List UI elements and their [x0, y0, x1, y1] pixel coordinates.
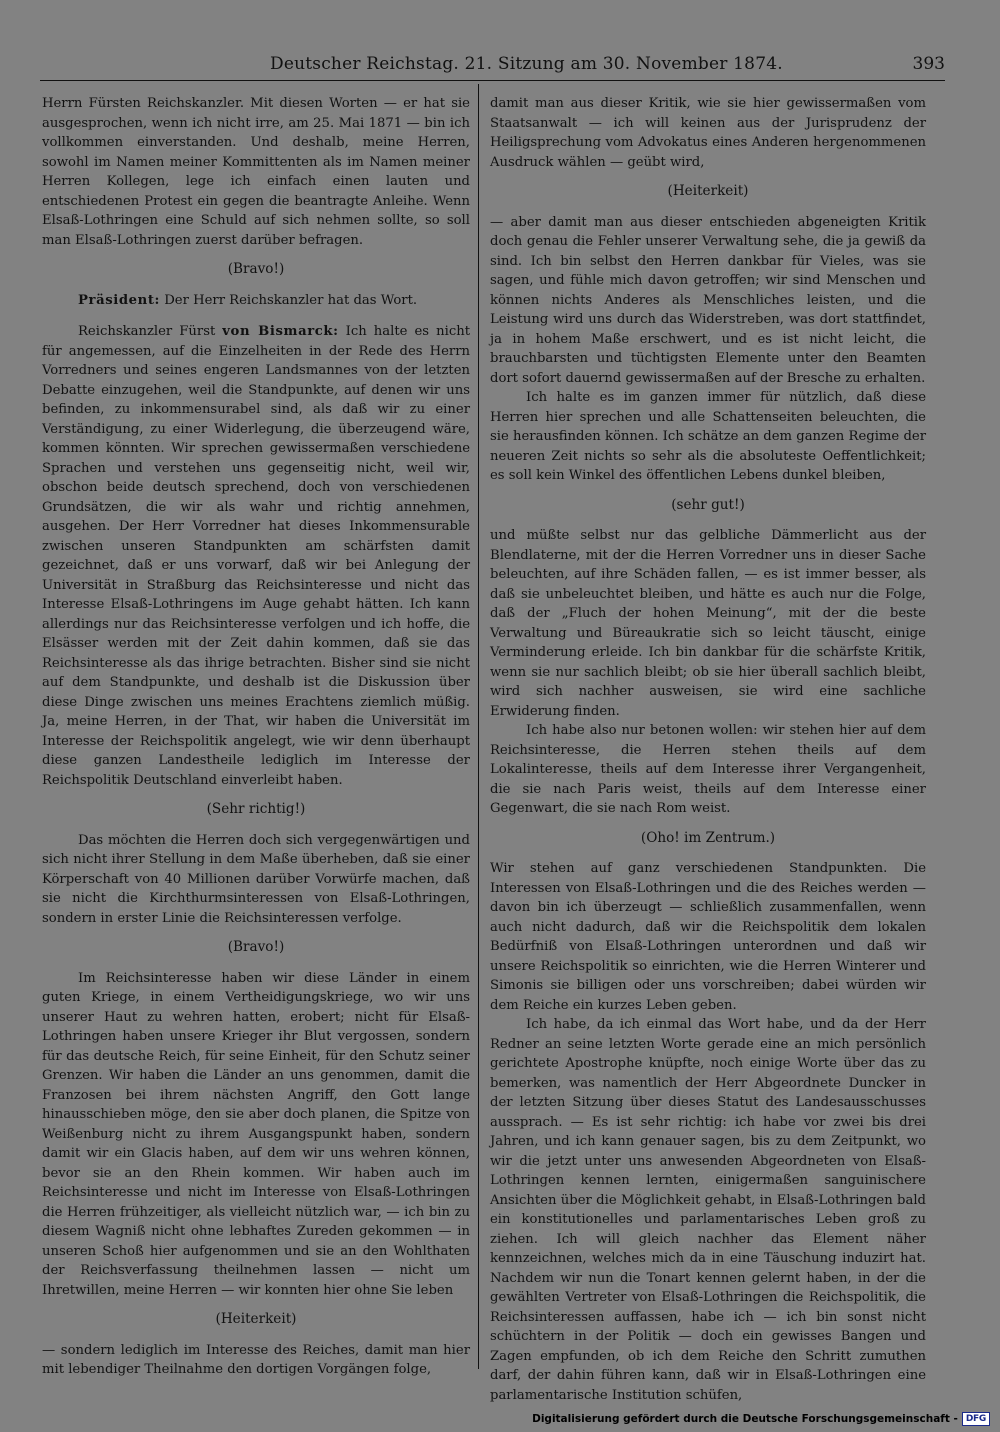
interjection: (Sehr richtig!) — [206, 801, 306, 817]
page-header — [40, 52, 945, 81]
interjection: (Heiterkeit) — [667, 183, 749, 199]
speaker-paragraph — [42, 322, 470, 790]
column-divider — [478, 84, 479, 1369]
digitization-credit — [532, 1410, 990, 1428]
speaker-paragraph — [42, 291, 470, 311]
interjection: (Bravo!) — [227, 261, 285, 277]
speaker-name: Präsident: — [78, 292, 161, 308]
right-column — [490, 94, 926, 1403]
interjection: (sehr gut!) — [671, 496, 745, 513]
paragraph: — aber damit man aus dieser entschieden abgeneigten Kritik doch genau die Fehler unserer Verwaltung sehe, die ja gewiß da sind. Ich bin selbst den Herren dankbar für Vieles, was sie sagen, und fühle mich davon getroffen; wir sind Menschen und können nichts Anderes als Menschliches leisten, und die Leistung wird uns durch das Widerstreben, was dort stattfindet, ja in hohem Maße erschwert, und es ist nicht leicht, die brauchbarsten und tüchtigsten Elemente unter den Beamten dort sofort dauernd gewissermaßen auf der Bresche zu erhalten. — [490, 214, 926, 386]
dfg-logo-icon: DFG — [962, 1412, 990, 1426]
paragraph: Das möchten die Herren doch sich vergegenwärtigen und sich nicht ihrer Stellung in dem Maße überheben, daß sie einer Körperschaft von 40 Millionen darüber Vorwürfe machen, daß sie nicht die Kirchthurmsinteressen von Elsaß-Lothringen, sondern in erster Linie die Reichsinteressen verfolge. — [42, 832, 470, 926]
interjection: (Heiterkeit) — [215, 1311, 297, 1327]
paragraph: — sondern lediglich im Interesse des Reiches, damit man hier mit lebendiger Theilnahme den dortigen Vorgängen folge, — [42, 1342, 470, 1377]
speech-text: Ich halte es nicht für angemessen, auf die Einzelheiten in der Rede des Herrn Vorredners und seines engeren Landsmannes von der letzten Debatte einzugehen, weil die Standpunkte, auf denen wir uns befinden, zu inkommensurabel sind, als daß wir zu einer Verständigung, zu einer Widerlegung, die überzeugend wäre, kommen könnten. Wir sprechen gewissermaßen verschiedene Sprachen und verstehen uns gegenseitig nicht, weil wir, obschon beide deutsch sprechend, doch von verschiedenen Grundsätzen, die wir als wahr und richtig annehmen, ausgehen. Der Herr Vorredner hat dieses Inkommensurable zwischen unseren Standpunkten am schärfsten damit gezeichnet, daß er uns vorwarf, daß wir bei Anlegung der Universität in Straßburg das Reichsinteresse und nicht das Interesse Elsaß-Lothringens im Auge gehabt hätten. Ich kann allerdings nur das Reichsinteresse verfolgen und ich hoffe, die Elsässer werden mit der Zeit dahin kommen, daß sie das Reichsinteresse als das ihrige betrachten. Bisher sind sie nicht auf dem Standpunkte, und deshalb ist die Diskussion über diese Dinge zwischen uns meines Erachtens ziemlich müßig. Ja, meine Herren, in der That, wir haben die Universität im Interesse der Reichspolitik angelegt, wie wir denn überhaupt diese ganzen Landestheile lediglich im Interesse der Reichspolitik Deutschland einverleibt haben. — [42, 324, 470, 788]
interjection: (Oho! im Zentrum.) — [640, 829, 776, 846]
running-title: Deutscher Reichstag. 21. Sitzung am 30. November 1874. — [270, 54, 783, 74]
credit-text: Digitalisierung gefördert durch die Deutsche Forschungsgemeinschaft - — [532, 1413, 958, 1425]
left-column — [42, 94, 470, 1377]
paragraph: und müßte selbst nur das gelbliche Dämmerlicht aus der Blendlaterne, mit der die Herren Vorredner uns in dieser Sache beleuchten, auf ihre Schäden fallen, — es ist immer besser, als daß sie unbeleuchtet bleiben, und hätte es auch nur die Folge, daß der „Fluch der hohen Meinung“, mit der die beste Verwaltung und Büreaukratie sich so leicht täuscht, einige Verminderung erleide. Ich bin dankbar für die schärfste Kritik, wenn sie nur sachlich bleibt; ob sie hier überall sachlich bleibt, wird sich nachher ausweisen, sie wird eine sachliche Erwiderung finden. — [490, 528, 926, 719]
paragraph: damit man aus dieser Kritik, wie sie hier gewissermaßen vom Staatsanwalt — ich will keinen aus der Jurisprudenz der Heiligsprechung vom Advokatus eines Anderen hergenommenen Ausdruck wählen — geübt wird, — [490, 96, 926, 170]
paragraph: Ich habe, da ich einmal das Wort habe, und da der Herr Redner an seine letzten Worte gerade eine an mich persönlich gerichtete Apostrophe knüpfte, noch einige Worte über das zu bemerken, was namentlich der Herr Abgeordnete Duncker in der letzten Sitzung über dieses Statut des Landesausschusses aussprach. — Es ist sehr richtig: ich habe vor zwei bis drei Jahren, und ich kann genauer sagen, bis zu dem Zeitpunkt, wo wir die jetzt unter uns anwesenden Abgeordneten von Elsaß-Lothringen kennen lernten, einigermaßen sanguinischere Ansichten über die Möglichkeit gehabt, in Elsaß-Lothringen bald ein konstitutionelles und parlamentarisches Leben groß zu ziehen. Ich will gleich nachher das Element näher kennzeichnen, welches mich da in eine Täuschung induzirt hat. Nachdem wir nun die Tonart kennen gelernt haben, in der die gewählten Vertreter von Elsaß-Lothringen die Reichspolitik, die Reichsinteressen auffassen, habe ich — ich bin sonst nicht schüchtern in der Politik — doch ein gewisses Bangen und Zagen empfunden, ob ich dem Reiche den Schritt zumuthen darf, der dahin führen kann, daß wir in Elsaß-Lothringen eine parlamentarische Institution schüfen, — [490, 1017, 926, 1403]
paragraph: Ich halte es im ganzen immer für nützlich, daß diese Herren hier sprechen und alle Schattenseiten beleuchten, die sie herausfinden können. Ich schätze an dem ganzen Regime der neueren Zeit nichts so sehr als die absoluteste Oeffentlichkeit; es soll kein Winkel des öffentlichen Lebens dunkel bleiben, — [490, 390, 926, 483]
page-number: 393 — [912, 54, 945, 74]
speech-text: Der Herr Reichskanzler hat das Wort. — [160, 292, 418, 308]
paragraph: Im Reichsinteresse haben wir diese Länder in einem guten Kriege, in einem Vertheidigungskriege, wo wir uns unserer Haut zu wehren hatten, erobert; nicht für Elsaß-Lothringen haben unsere Krieger ihr Blut vergossen, sondern für das deutsche Reich, für seine Einheit, für den Schutz seiner Grenzen. Wir haben die Länder an uns genommen, damit die Franzosen bei ihrem nächsten Angriff, den Gott lange hinausschieben möge, den sie aber doch planen, die Spitze von Weißenburg nicht zu ihrem Ausgangspunkt haben, sondern damit wir ein Glacis haben, auf dem wir uns wehren können, bevor sie an den Rhein kommen. Wir haben auch im Reichsinteresse und nicht im Interesse von Elsaß-Lothringen die Herren frühzeitiger, als vielleicht nützlich war, — ich bin zu diesem Wagniß nicht ohne lebhaftes Zureden gekommen — in unseren Schoß hier aufgenommen und sie an den Wohlthaten der Reichsverfassung theilnehmen lassen — nicht um Ihretwillen, meine Herren — wir konnten hier ohne Sie leben — [42, 970, 470, 1298]
paragraph: Ich habe also nur betonen wollen: wir stehen hier auf dem Reichsinteresse, die Herren stehen theils auf dem Lokalinteresse, theils auf dem Interesse ihrer Vergangenheit, die sie nach Paris weist, theils auf dem Interesse einer Gegenwart, die sie nach Rom weist. — [490, 723, 926, 816]
speaker-name: von Bismarck: — [222, 324, 339, 339]
interjection: (Bravo!) — [227, 939, 285, 955]
paragraph: Herrn Fürsten Reichskanzler. Mit diesen Worten — er hat sie ausgesprochen, wenn ich nicht irre, am 25. Mai 1871 — bin ich vollkommen einverstanden. Und deshalb, meine Herren, sowohl im Namen meiner Kommittenten als im Namen meiner Herren Kollegen, lege ich einfach einen lauten und entschiedenen Protest ein gegen die beantragte Anleihe. Wenn Elsaß-Lothringen eine Schuld auf sich nehmen sollte, so soll man Elsaß-Lothringen zuerst darüber befragen. — [42, 96, 470, 248]
paragraph: Wir stehen auf ganz verschiedenen Standpunkten. Die Interessen von Elsaß-Lothringen und die des Reiches werden — davon bin ich überzeugt — schließlich zusammenfallen, wenn auch nicht dadurch, daß wir die Reichspolitik dem lokalen Bedürfniß von Elsaß-Lothringen unterordnen und daß wir unsere Reichspolitik so einrichten, wie die Herren Winterer und Simonis sie billigen oder uns vorschreiben; dabei würden wir dem Reiche ein kurzes Leben geben. — [490, 861, 926, 1013]
speaker-title: Reichskanzler Fürst — [78, 324, 223, 339]
